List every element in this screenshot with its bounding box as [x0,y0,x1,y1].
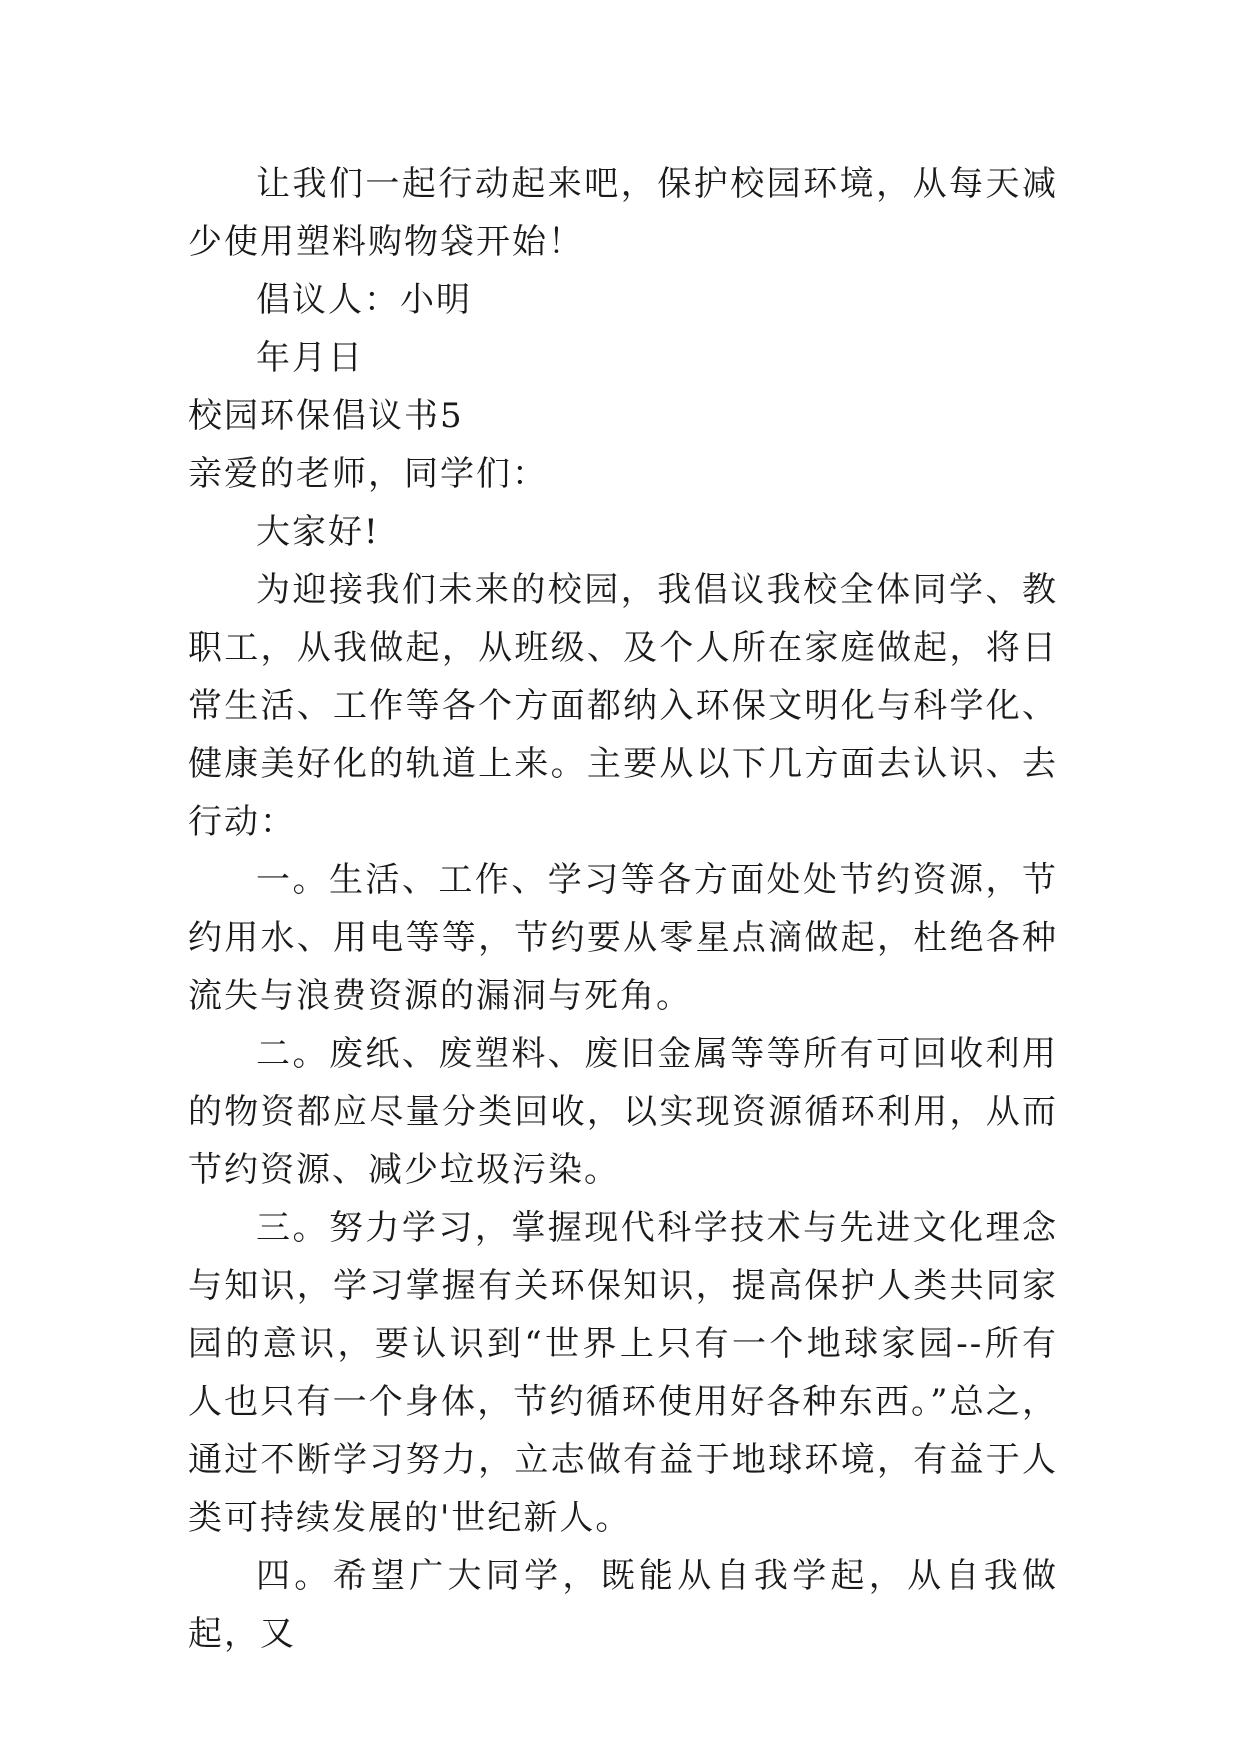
paragraph-point-two: 二。废纸、废塑料、废旧金属等等所有可回收利用的物资都应尽量分类回收，以实现资源循环利用，从而节约资源、减少垃圾污染。 [188,1034,1058,1190]
paragraph-point-four: 四。希望广大同学，既能从自我学起，从自我做起，又 [188,1556,1058,1654]
paragraph-greeting: 大家好! [256,512,380,552]
paragraph-point-three: 三。努力学习，掌握现代科学技术与先进文化理念与知识，学习掌握有关环保知识，提高保护人类共同家园的意识，要认识到“世界上只有一个地球家园--所有人也只有一个身体，节约循环使用好各种东西。”总之，通过不断学习努力，立志做有益于地球环境，有益于人类可持续发展的'世纪新人。 [188,1208,1058,1538]
paragraph-signatory: 倡议人：小明 [256,280,472,320]
paragraph-call-to-action: 让我们一起行动起来吧，保护校园环境，从每天减少使用塑料购物袋开始！ [188,164,1058,262]
paragraph-salutation: 亲爱的老师，同学们： [188,454,548,494]
document-body [188,155,1058,1663]
paragraph-point-one: 一。生活、工作、学习等各方面处处节约资源，节约用水、用电等等，节约要从零星点滴做起，杜绝各种流失与浪费资源的漏洞与死角。 [188,860,1058,1016]
section-title: 校园环保倡议书5 [188,396,464,436]
paragraph-proposal-intro: 为迎接我们未来的校园，我倡议我校全体同学、教职工，从我做起，从班级、及个人所在家庭做起，将日常生活、工作等各个方面都纳入环保文明化与科学化、健康美好化的轨道上来。主要从以下几方面去认识、去行动： [188,570,1058,842]
paragraph-date: 年月日 [256,338,364,378]
